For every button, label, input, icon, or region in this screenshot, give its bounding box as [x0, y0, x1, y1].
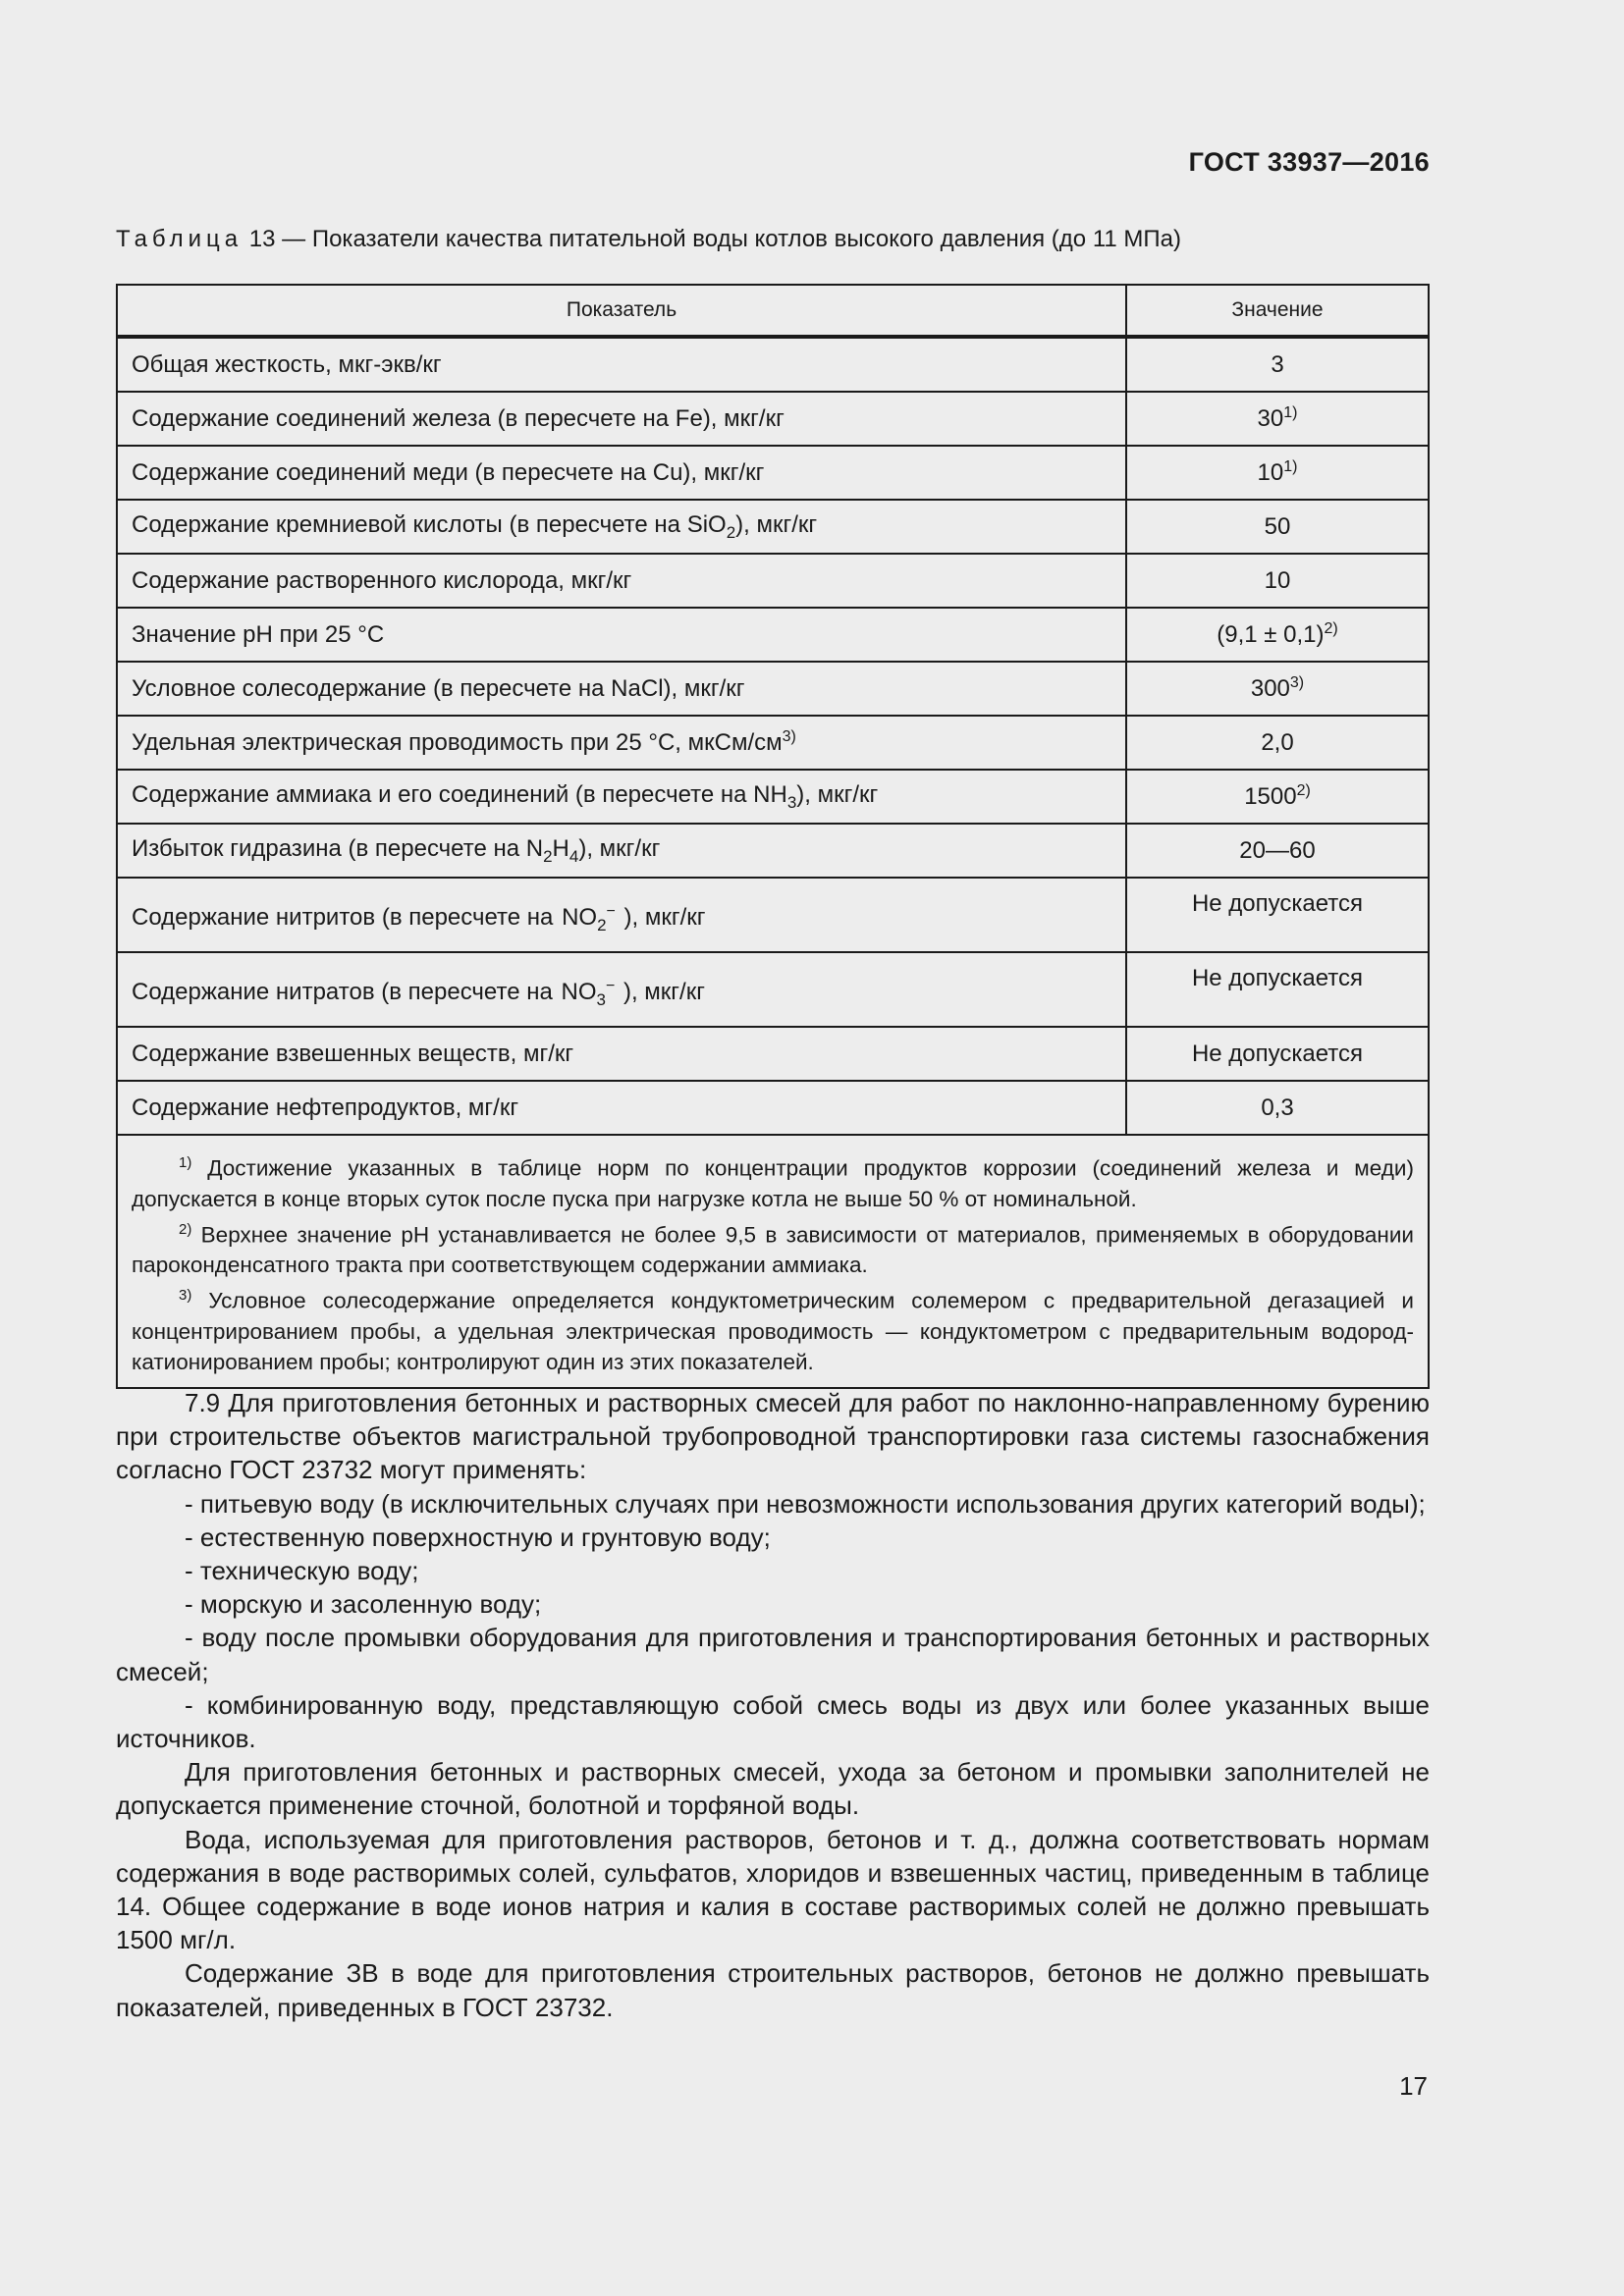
indicator-cell: Содержание соединений меди (в пересчете на Cu), мкг/кг — [117, 446, 1126, 500]
footnote-ref: 2) — [1296, 782, 1311, 799]
indicator-cell — [117, 878, 1126, 952]
formula-letter: H — [552, 834, 569, 862]
note-text: Верхнее значение pH устанавливается не более 9,5 в зависимости от материалов, применяемых в оборудовании пароконденсатного тракта при соответствующем содержании аммиака. — [132, 1222, 1414, 1277]
value-text: 10 — [1257, 459, 1284, 486]
list-item: - воду после промывки оборудования для приготовления и транспортирования бетонных и растворных смесей; — [116, 1623, 1430, 1686]
value-cell — [1126, 392, 1429, 446]
indicator-cell: Содержание нефтепродуктов, мг/кг — [117, 1081, 1126, 1135]
value-cell: 50 — [1126, 500, 1429, 554]
indicator-text: Удельная электрическая проводимость при 25 °С, мкСм/см — [132, 729, 783, 756]
formula-base: NO — [562, 903, 598, 931]
table-row — [117, 952, 1429, 1027]
table-row — [117, 878, 1429, 952]
body-paragraph: Вода, используемая для приготовления растворов, бетонов и т. д., должна соответствовать нормам содержания в воде растворимых солей, сульфатов, хлоридов и взвешенных частиц, приведенным в таблице 14. Общее содержание в воде ионов натрия и калия в составе растворимых солей не должно превышать 1500 мг/л. — [116, 1824, 1430, 1955]
table-note — [132, 1280, 1414, 1377]
list-item: - питьевую воду (в исключительных случаях при невозможности использования других категорий воды); — [185, 1488, 1426, 1519]
value-cell: 0,3 — [1126, 1081, 1429, 1135]
document-code: ГОСТ 33937—2016 — [1188, 147, 1430, 177]
table-note — [132, 1214, 1414, 1281]
formula-charge: − — [605, 977, 616, 994]
note-text: Достижение указанных в таблице норм по концентрации продуктов коррозии (соединений железа и меди) допускается в конце вторых суток после пуска при нагрузке котла не выше 50 % от номинальной. — [132, 1155, 1414, 1211]
indicator-text: Содержание кремниевой кислоты (в пересчете на SiO — [132, 510, 727, 538]
indicator-text: Содержание нитратов (в пересчете на — [132, 978, 560, 1005]
indicator-text: ), мкг/кг — [735, 510, 818, 538]
indicator-text: Содержание нитритов (в пересчете на — [132, 903, 561, 931]
table-row — [117, 662, 1429, 716]
note-mark: 1) — [179, 1154, 192, 1171]
value-text: (9,1 ± 0,1) — [1217, 621, 1325, 648]
table-row — [117, 1027, 1429, 1081]
body-text — [116, 1386, 1430, 2024]
footnote-ref: 3) — [1289, 674, 1305, 691]
indicator-cell: Содержание взвешенных веществ, мг/кг — [117, 1027, 1126, 1081]
table-caption — [116, 226, 1181, 253]
indicator-text: Избыток гидразина (в пересчете на N — [132, 834, 544, 862]
page-number: 17 — [1399, 2071, 1428, 2101]
indicator-text: ), мкг/кг — [578, 834, 661, 862]
value-cell — [1126, 662, 1429, 716]
table-row — [117, 716, 1429, 770]
footnote-ref: 1) — [1283, 458, 1298, 475]
note-mark: 3) — [179, 1287, 192, 1304]
table-notes — [117, 1135, 1429, 1388]
table-row — [117, 1081, 1429, 1135]
value-cell: 10 — [1126, 554, 1429, 608]
note-text: Условное солесодержание определяется кондуктометрическим солемером с предварительной дегазацией и концентрированием пробы, а удельная электрическая проводимость — кондуктометром с предварительным водород-катионированием пробы; контролируют один из этих показателей. — [132, 1288, 1414, 1374]
table-caption-text: 13 — Показатели качества питательной воды котлов высокого давления (до 11 МПа) — [248, 226, 1181, 252]
formula-subscript: 3 — [786, 792, 797, 812]
value-cell — [1126, 608, 1429, 662]
formula-charge: − — [606, 902, 616, 920]
indicator-text: Содержание аммиака и его соединений (в пересчете на NH — [132, 780, 787, 808]
indicator-cell — [117, 500, 1126, 554]
value-cell — [1126, 770, 1429, 824]
value-text: 1500 — [1244, 783, 1297, 810]
indicator-cell: Содержание соединений железа (в пересчете на Fe), мкг/кг — [117, 392, 1126, 446]
list-item: - комбинированную воду, представляющую собой смесь воды из двух или более указанных выше источников. — [116, 1689, 1430, 1754]
column-header-value: Значение — [1126, 285, 1429, 337]
table-notes-row — [117, 1135, 1429, 1388]
body-paragraph: Содержание ЗВ в воде для приготовления строительных растворов, бетонов не должно превышать показателей, приведенных в ГОСТ 23732. — [116, 1958, 1430, 2022]
indicator-cell: Условное солесодержание (в пересчете на NaCl), мкг/кг — [117, 662, 1126, 716]
indicator-cell — [117, 716, 1126, 770]
water-quality-table — [116, 284, 1430, 1389]
indicator-cell: Значение pH при 25 °С — [117, 608, 1126, 662]
table-caption-word: Таблица — [116, 226, 244, 252]
value-cell: 2,0 — [1126, 716, 1429, 770]
list-item: - техническую воду; — [185, 1556, 419, 1586]
nitrate-formula — [561, 978, 615, 1010]
formula-subscript: 3 — [596, 989, 606, 1009]
formula-subscript: 2 — [543, 846, 553, 866]
value-text: 30 — [1257, 405, 1284, 432]
indicator-cell — [117, 824, 1126, 878]
formula-base: NO — [561, 978, 597, 1005]
table-row — [117, 770, 1429, 824]
table-row — [117, 337, 1429, 392]
indicator-cell: Содержание растворенного кислорода, мкг/кг — [117, 554, 1126, 608]
value-cell: Не допускается — [1126, 952, 1429, 1027]
table-row — [117, 608, 1429, 662]
footnote-ref: 2) — [1324, 620, 1338, 637]
formula-subscript: 2 — [597, 915, 607, 934]
value-cell: 3 — [1126, 337, 1429, 392]
indicator-cell: Общая жесткость, мкг-экв/кг — [117, 337, 1126, 392]
indicator-text: ), мкг/кг — [617, 903, 706, 931]
table-row — [117, 554, 1429, 608]
table-note — [132, 1148, 1414, 1214]
footnote-ref: 3) — [782, 728, 796, 745]
clause-paragraph: 7.9 Для приготовления бетонных и растворных смесей для работ по наклонно-направленному бурению при строительстве объектов магистральной трубопроводной транспортировки газа системы газоснабжения согласно ГОСТ 23732 могут применять: — [116, 1388, 1430, 1485]
value-cell: Не допускается — [1126, 1027, 1429, 1081]
table-row — [117, 446, 1429, 500]
table-row — [117, 824, 1429, 878]
table-row — [117, 392, 1429, 446]
column-header-indicator: Показатель — [117, 285, 1126, 337]
value-text: 300 — [1250, 675, 1290, 702]
body-paragraph: Для приготовления бетонных и растворных смесей, ухода за бетоном и промывки заполнителей не допускается применение сточной, болотной и торфяной воды. — [116, 1757, 1430, 1821]
list-item: - естественную поверхностную и грунтовую воду; — [185, 1522, 771, 1552]
value-cell: 20—60 — [1126, 824, 1429, 878]
footnote-ref: 1) — [1283, 404, 1298, 421]
formula-subscript: 4 — [568, 846, 579, 866]
table-header-row — [117, 285, 1429, 337]
table-row — [117, 500, 1429, 554]
value-cell: Не допускается — [1126, 878, 1429, 952]
indicator-cell — [117, 952, 1126, 1027]
indicator-text: ), мкг/кг — [617, 978, 705, 1005]
indicator-cell — [117, 770, 1126, 824]
nitrite-formula — [562, 903, 616, 935]
value-cell — [1126, 446, 1429, 500]
formula-subscript: 2 — [726, 522, 736, 542]
note-mark: 2) — [179, 1220, 192, 1238]
indicator-text: ), мкг/кг — [796, 780, 879, 808]
list-item: - морскую и засоленную воду; — [185, 1589, 542, 1620]
